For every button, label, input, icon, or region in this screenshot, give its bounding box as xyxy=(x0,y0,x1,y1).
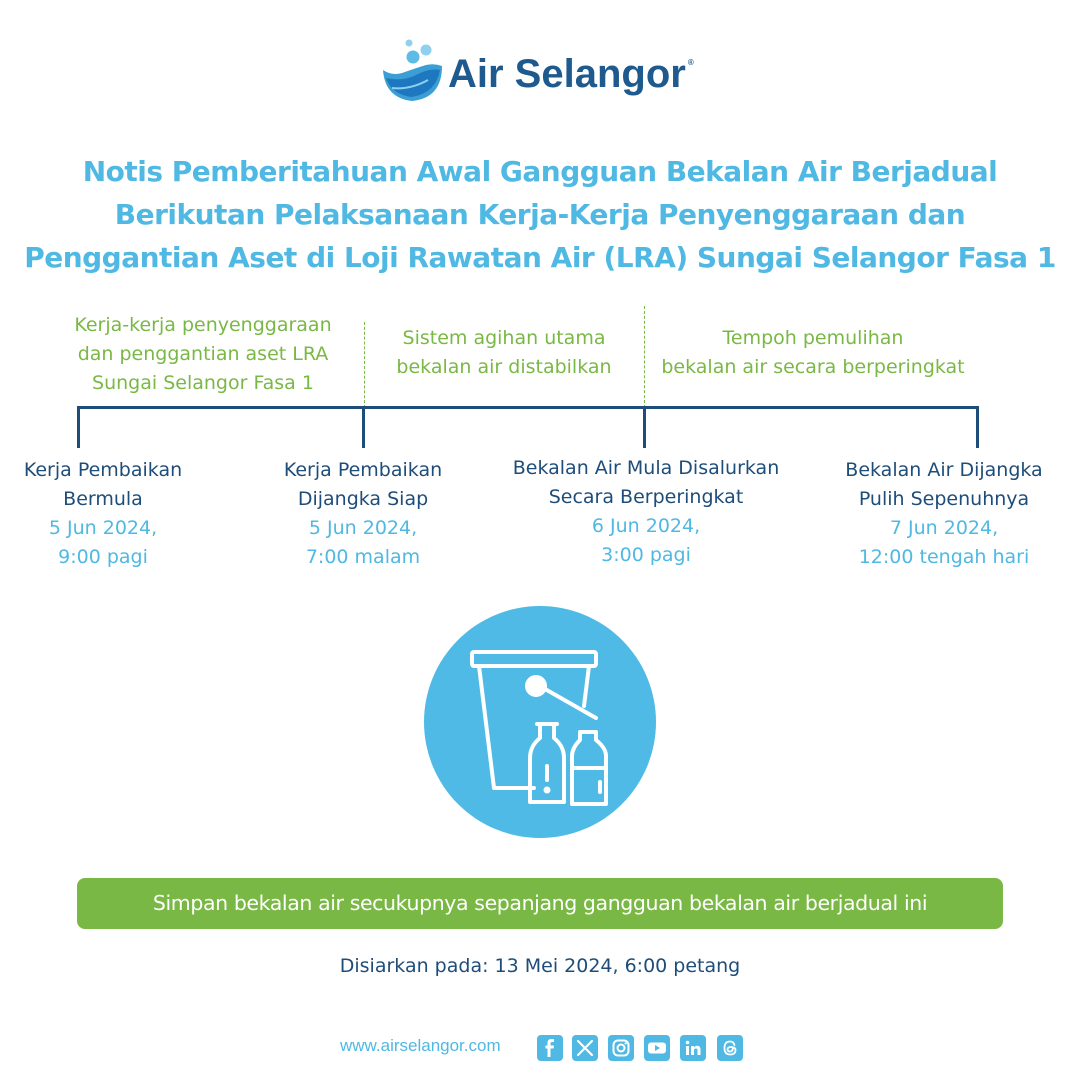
phase-line: Tempoh pemulihan xyxy=(722,327,904,349)
threads-icon[interactable] xyxy=(717,1035,743,1061)
milestone-label: Secara Berperingkat xyxy=(548,486,744,508)
aired-timestamp: Disiarkan pada: 13 Mei 2024, 6:00 petang xyxy=(339,955,741,977)
title-line: Berikutan Pelaksanaan Kerja-Kerja Penyenggaraan dan xyxy=(114,198,966,231)
milestone-label: Bermula xyxy=(63,488,143,510)
milestone-repair-end xyxy=(263,456,463,572)
milestone-date: 6 Jun 2024, xyxy=(591,515,701,537)
instagram-icon[interactable] xyxy=(608,1035,634,1061)
website-link[interactable]: www.airselangor.com xyxy=(340,1036,501,1055)
phase-recovery xyxy=(648,324,978,382)
milestone-label: Bekalan Air Dijangka xyxy=(845,459,1043,481)
milestone-label: Dijangka Siap xyxy=(297,488,429,510)
youtube-icon[interactable] xyxy=(644,1035,670,1061)
illustration-circle xyxy=(424,606,656,838)
phase-divider xyxy=(364,322,365,408)
milestone-date: 9:00 pagi xyxy=(58,546,148,568)
milestone-label: Bekalan Air Mula Disalurkan xyxy=(512,457,780,479)
water-storage-icon xyxy=(424,606,656,838)
registered-mark: ® xyxy=(687,58,694,67)
title-line: Notis Pemberitahuan Awal Gangguan Bekalan Air Berjadual xyxy=(82,155,998,188)
brand-logo xyxy=(382,38,712,108)
phase-repair-works xyxy=(53,311,353,398)
facebook-icon[interactable] xyxy=(537,1035,563,1061)
advisory-banner: Simpan bekalan air secukupnya sepanjang gangguan bekalan air berjadual ini xyxy=(77,878,1003,929)
phase-divider xyxy=(644,306,645,408)
phase-line: Kerja-kerja penyenggaraan xyxy=(74,314,332,336)
timeline-tick xyxy=(77,406,80,448)
milestone-date: 3:00 pagi xyxy=(601,544,691,566)
phase-line: dan penggantian aset LRA xyxy=(77,343,329,365)
milestone-repair-start xyxy=(8,456,198,572)
milestone-label: Kerja Pembaikan xyxy=(23,459,183,481)
phase-line: bekalan air distabilkan xyxy=(396,356,612,378)
milestone-date: 5 Jun 2024, xyxy=(48,517,158,539)
milestone-date: 7:00 malam xyxy=(305,546,421,568)
phase-line: Sungai Selangor Fasa 1 xyxy=(92,372,314,394)
brand-text: Air Selangor xyxy=(448,52,686,96)
milestone-label: Pulih Sepenuhnya xyxy=(858,488,1030,510)
milestone-date: 12:00 tengah hari xyxy=(858,546,1030,568)
milestone-date: 7 Jun 2024, xyxy=(889,517,999,539)
linkedin-icon[interactable] xyxy=(680,1035,706,1061)
phase-line: bekalan air secara berperingkat xyxy=(661,356,965,378)
milestone-date: 5 Jun 2024, xyxy=(308,517,418,539)
timeline-line xyxy=(77,406,979,409)
timeline-tick xyxy=(976,406,979,448)
milestone-label: Kerja Pembaikan xyxy=(283,459,443,481)
milestone-supply-start xyxy=(486,454,806,570)
phase-line: Sistem agihan utama xyxy=(402,327,606,349)
water-drop-logo-icon xyxy=(382,38,446,108)
phase-stabilisation xyxy=(368,324,640,382)
x-icon[interactable] xyxy=(572,1035,598,1061)
title-line: Penggantian Aset di Loji Rawatan Air (LRA) Sungai Selangor Fasa 1 xyxy=(24,241,1056,274)
timeline-tick xyxy=(643,406,646,448)
timeline-tick xyxy=(362,406,365,448)
brand-name xyxy=(448,52,694,97)
milestone-full-recovery xyxy=(826,456,1062,572)
notice-title xyxy=(0,150,1080,279)
